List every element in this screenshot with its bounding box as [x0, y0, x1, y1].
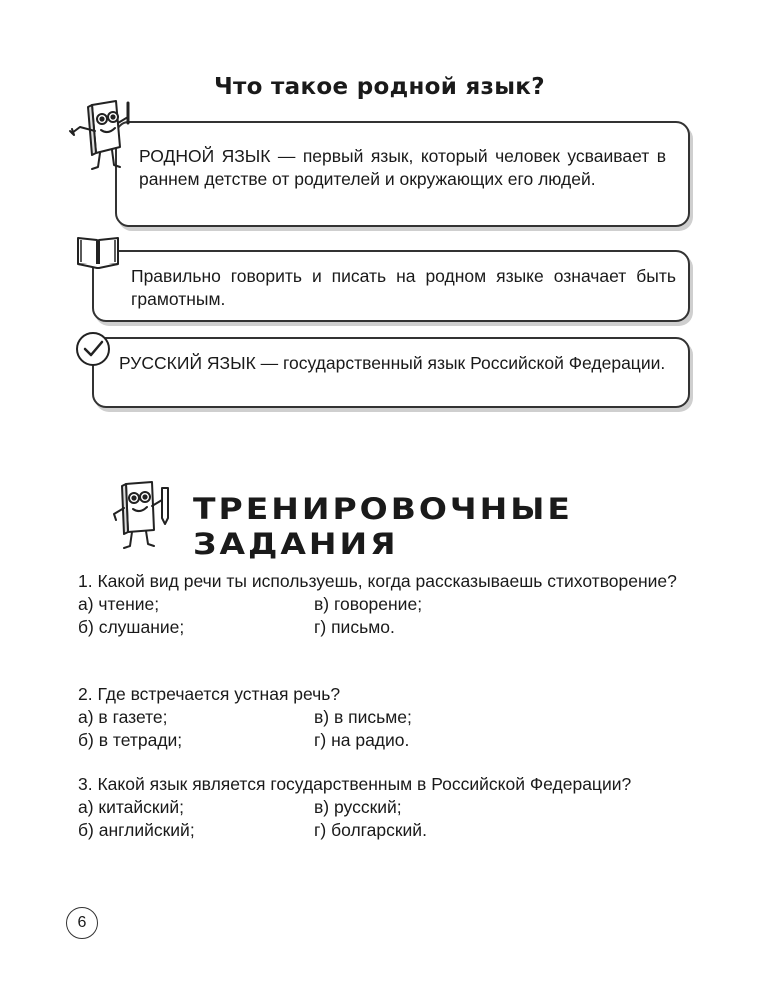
question-2 [78, 683, 690, 752]
answer-option: а) чтение; [78, 594, 160, 614]
info-text: РУССКИЙ ЯЗЫК — государственный язык Российской Федерации. [119, 353, 666, 373]
answer-option: в) говорение; [314, 594, 423, 614]
answer-option: а) китайский; [78, 797, 184, 817]
definition-box-native-language [115, 121, 690, 227]
question-3 [78, 773, 690, 842]
answer-option: г) болгарский. [314, 820, 427, 840]
question-text: 1. Какой вид речи ты используешь, когда рассказываешь стихотворение? [78, 571, 677, 591]
question-text: 2. Где встречается устная речь? [78, 684, 341, 704]
book-character-icon [62, 97, 142, 179]
answer-option: г) письмо. [314, 617, 395, 637]
answer-option: а) в газете; [78, 707, 168, 727]
page-title: Что такое родной язык? [214, 74, 545, 100]
info-text: Правильно говорить и писать на родном языке означает быть грамотным. [131, 266, 676, 309]
question-1 [78, 570, 690, 639]
book-character-pencil-icon [108, 478, 178, 554]
page-number: 6 [66, 907, 98, 939]
answer-option: б) в тетради; [78, 730, 183, 750]
open-book-icon [75, 234, 121, 270]
question-text: 3. Какой язык является государственным в Российской Федерации? [78, 774, 632, 794]
answer-option: в) русский; [314, 797, 402, 817]
info-box-literacy [92, 250, 690, 322]
answer-option: в) в письме; [314, 707, 412, 727]
answer-option: г) на радио. [314, 730, 410, 750]
answer-option: б) слушание; [78, 617, 185, 637]
definition-text: РОДНОЙ ЯЗЫК — первый язык, который человек усваивает в раннем детстве от родителей и окружающих его людей. [139, 146, 666, 189]
info-box-state-language [92, 337, 690, 408]
answer-option: б) английский; [78, 820, 195, 840]
checkmark-circle-icon [74, 330, 112, 368]
section-title: ТРЕНИРОВОЧНЫЕ ЗАДАНИЯ [193, 491, 573, 562]
